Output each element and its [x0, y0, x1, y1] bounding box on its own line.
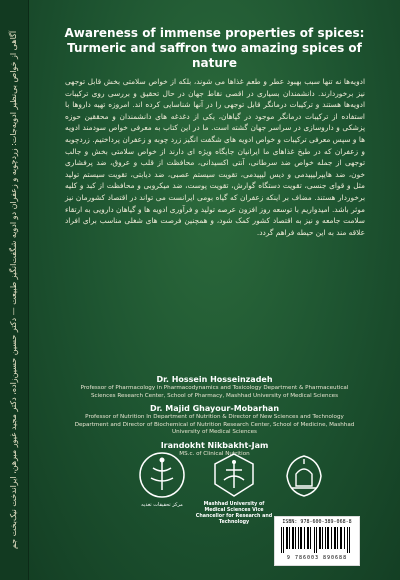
isbn-barcode [274, 516, 360, 566]
book-description: ادویه‌ها نه تنها سبب بهبود عطر و طعم غذاها می شوند، بلکه از خواص سلامتی بخش قابل توجهی نیز برخوردارند. دانشمندان بسیاری در اقصی نقاط جهان در حال تحقیق و بررسی روی ترکیبات ادویه‌ها هستند و ترکیبات درمانگر قابل توجهی را در آنها شناسایی کرده اند. امروزه تهیه داروها با استفاده از ترکیبات درمانگر موجود در گیاهان، یکی از دغدغه های دانشمندان و محققین حوزه پزشکی و داروسازی در سراسر جهان گشته است. ما در این کتاب به معرفی خواص سودمند ادویه ها و سپس معرفی ترکیبات و خواص ادویه های شگفت انگیز زرد چوبه و زعفران پرداختیم. زردچوبه و زعفران که در طبخ غذاهای ما ایرانیان جایگاه ویژه ای دارند از خواص سلامتی بخش و جالب توجهی از جمله خواص ضد سرطانی، آنتی اکسیدانی، محافظت از قلب و عروق، ضد پرفشاری خون، ضد هایپرلیپیدمی و دیس لیپیدمی، تقویت سیستم عصبی، ضد دیابتی، تقویت سیستم تولید مثل و قوای جنسی، تقویت دستگاه گوارش، تقویت پوست، ضد میکروبی و محافظت از کبد و کلیه برخوردار هستند. مضاف بر اینکه زعفران که گیاه بومی ایرانست می تواند در اقتصاد کشورمان نیز موثر باشد. امیدواریم با توسعه روز افزون عرصه تولید و فرآوری ادویه ها و گیاهان دارویی به ارتقاء سلامت جامعه و نیز به اقتصاد کشور کمک شود، و همچنین فرصت های شغلی مناسب برای افراد علاقه مند به این حیطه فراهم گردد. [65, 77, 365, 237]
nutrition-center-caption: مرکز تحقیقات تغذیه [141, 502, 183, 508]
spine-title: آگاهی از خواص بی‌نظیر ادویه‌جات: زردچوبه و زعفران دو ادویه شگفت‌انگیز طبیعت — دکتر حسین حسین‌زاده، دکتر مجید غیور مبرهن، ایراندخت نیک‌بخت جم [9, 30, 18, 550]
author-name: Dr. Hossein Hosseinzadeh [156, 375, 273, 384]
isbn-text: ISBN: 978-600-389-068-8 [282, 519, 352, 525]
nutrition-center-logo [137, 450, 187, 500]
mums-caption: Mashhad University of Medical Sciences Vice Chancellor for Research and Technology [195, 502, 273, 525]
barcode-bars [281, 527, 353, 553]
mums-logo [209, 450, 259, 500]
author-2 [29, 403, 400, 437]
author-name: Dr. Majid Ghayour-Mobarhan [149, 404, 280, 414]
barcode-digits: 9 786003 890688 [286, 555, 348, 561]
shrine-logo [279, 450, 329, 500]
book-spine [0, 0, 29, 580]
author-name: Irandokht Nikbakht-Jam [160, 440, 269, 450]
author-affiliation: MS.c. of Clinical Nutrition [179, 450, 250, 457]
author-affiliation: Professor of Nutrition In Department of Nutrition & Director of New Sciences and Technology Department and Director of Biochemical of Nutrition Research Center, School of Medicine, Mashhad University of Medical Sciences [74, 414, 355, 436]
author-affiliation: Professor of Pharmacology in Pharmacodynamics and Toxicology Department & Pharmaceutical Sciences Research Center, School of Pharmacy, Mashhad University of Medical Sciences [80, 385, 349, 399]
authors-section [29, 374, 400, 462]
book-title-english: Awareness of immense properties of spices: Turmeric and saffron two amazing spices of nature [64, 26, 365, 70]
back-cover [29, 0, 400, 580]
author-1 [29, 374, 400, 400]
